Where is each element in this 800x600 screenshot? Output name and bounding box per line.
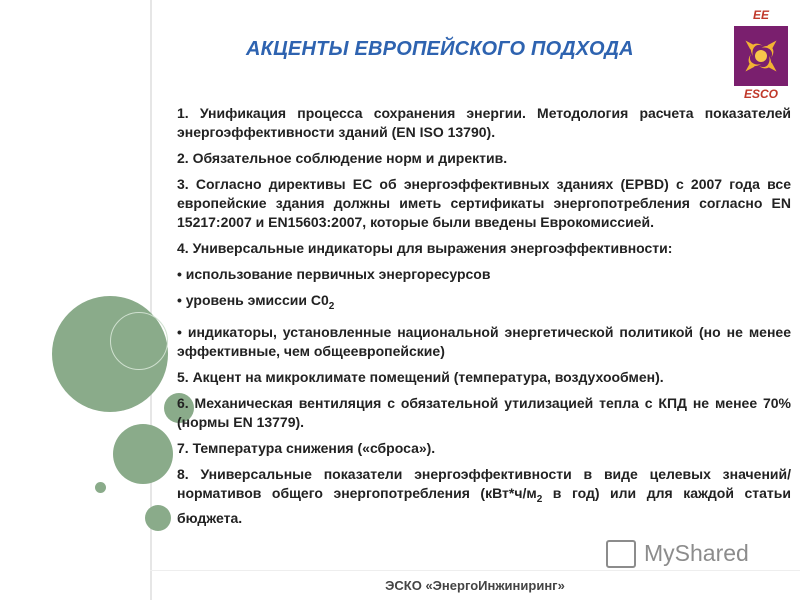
list-item-8-text: 8. Универсальные показатели энергоэффективности в виде целевых значений/нормативов общего энергопотребления (кВт*ч/м xyxy=(177,465,791,501)
bullet-item-2 xyxy=(177,291,791,316)
slide-body xyxy=(177,104,791,535)
decor-circle-small-2 xyxy=(145,505,171,531)
list-item-3: 3. Согласно директивы ЕС об энергоэффективных зданиях (EPBD) с 2007 года все европейские здания должны иметь сертификаты энергопотребления согласно EN 15217:2007 и EN15603:2007, которые были введены Еврокомиссией. xyxy=(177,176,791,230)
decor-circle-tiny xyxy=(95,482,106,493)
bullet-item-3: • индикаторы, установленные национальной энергетической политикой (но не менее эффективные, чем общеевропейские) xyxy=(177,323,791,359)
watermark-text: MyShared xyxy=(644,540,749,566)
slide-title: АКЦЕНТЫ ЕВРОПЕЙСКОГО ПОДХОДА xyxy=(246,38,634,60)
list-item-1: 1. Унификация процесса сохранения энергии. Методология расчета показателей энергоэффективности зданий (EN ISO 13790). xyxy=(177,105,791,140)
decor-circle-outline xyxy=(110,312,168,370)
list-item-8 xyxy=(177,465,791,528)
list-item-5: 5. Акцент на микроклимате помещений (температура, воздухообмен). xyxy=(177,368,664,385)
decor-circle-medium xyxy=(113,424,173,484)
logo-top-text: EE xyxy=(752,8,769,22)
company-logo xyxy=(728,4,794,104)
presentation-icon xyxy=(606,540,636,568)
list-item-2: 2. Обязательное соблюдение норм и директив. xyxy=(177,150,508,166)
list-item-4: 4. Универсальные индикаторы для выражения энергоэффективности: xyxy=(177,240,673,256)
bullet-item-2-text: • уровень эмиссии С0 xyxy=(177,292,329,308)
list-item-7: 7. Температура снижения («сброса»). xyxy=(177,439,436,456)
watermark xyxy=(606,538,776,570)
m2-subscript: 2 xyxy=(536,493,543,505)
logo-bottom-text: ESCO xyxy=(743,87,778,101)
bullet-item-1: • использование первичных энергоресурсов xyxy=(177,266,491,282)
sun-swirl-icon xyxy=(734,26,788,86)
logo-emblem xyxy=(734,26,788,86)
co2-subscript: 2 xyxy=(328,300,335,312)
list-item-8-text-end: в год) или для каждой статьи бюджета. xyxy=(177,484,792,526)
list-item-6: 6. Механическая вентиляция с обязательной утилизацией тепла с КПД не менее 70% (нормы EN 13779). xyxy=(177,394,791,430)
footer-caption: ЭСКО «ЭнергоИнжиниринг» xyxy=(385,578,565,593)
bottom-divider xyxy=(150,570,800,571)
